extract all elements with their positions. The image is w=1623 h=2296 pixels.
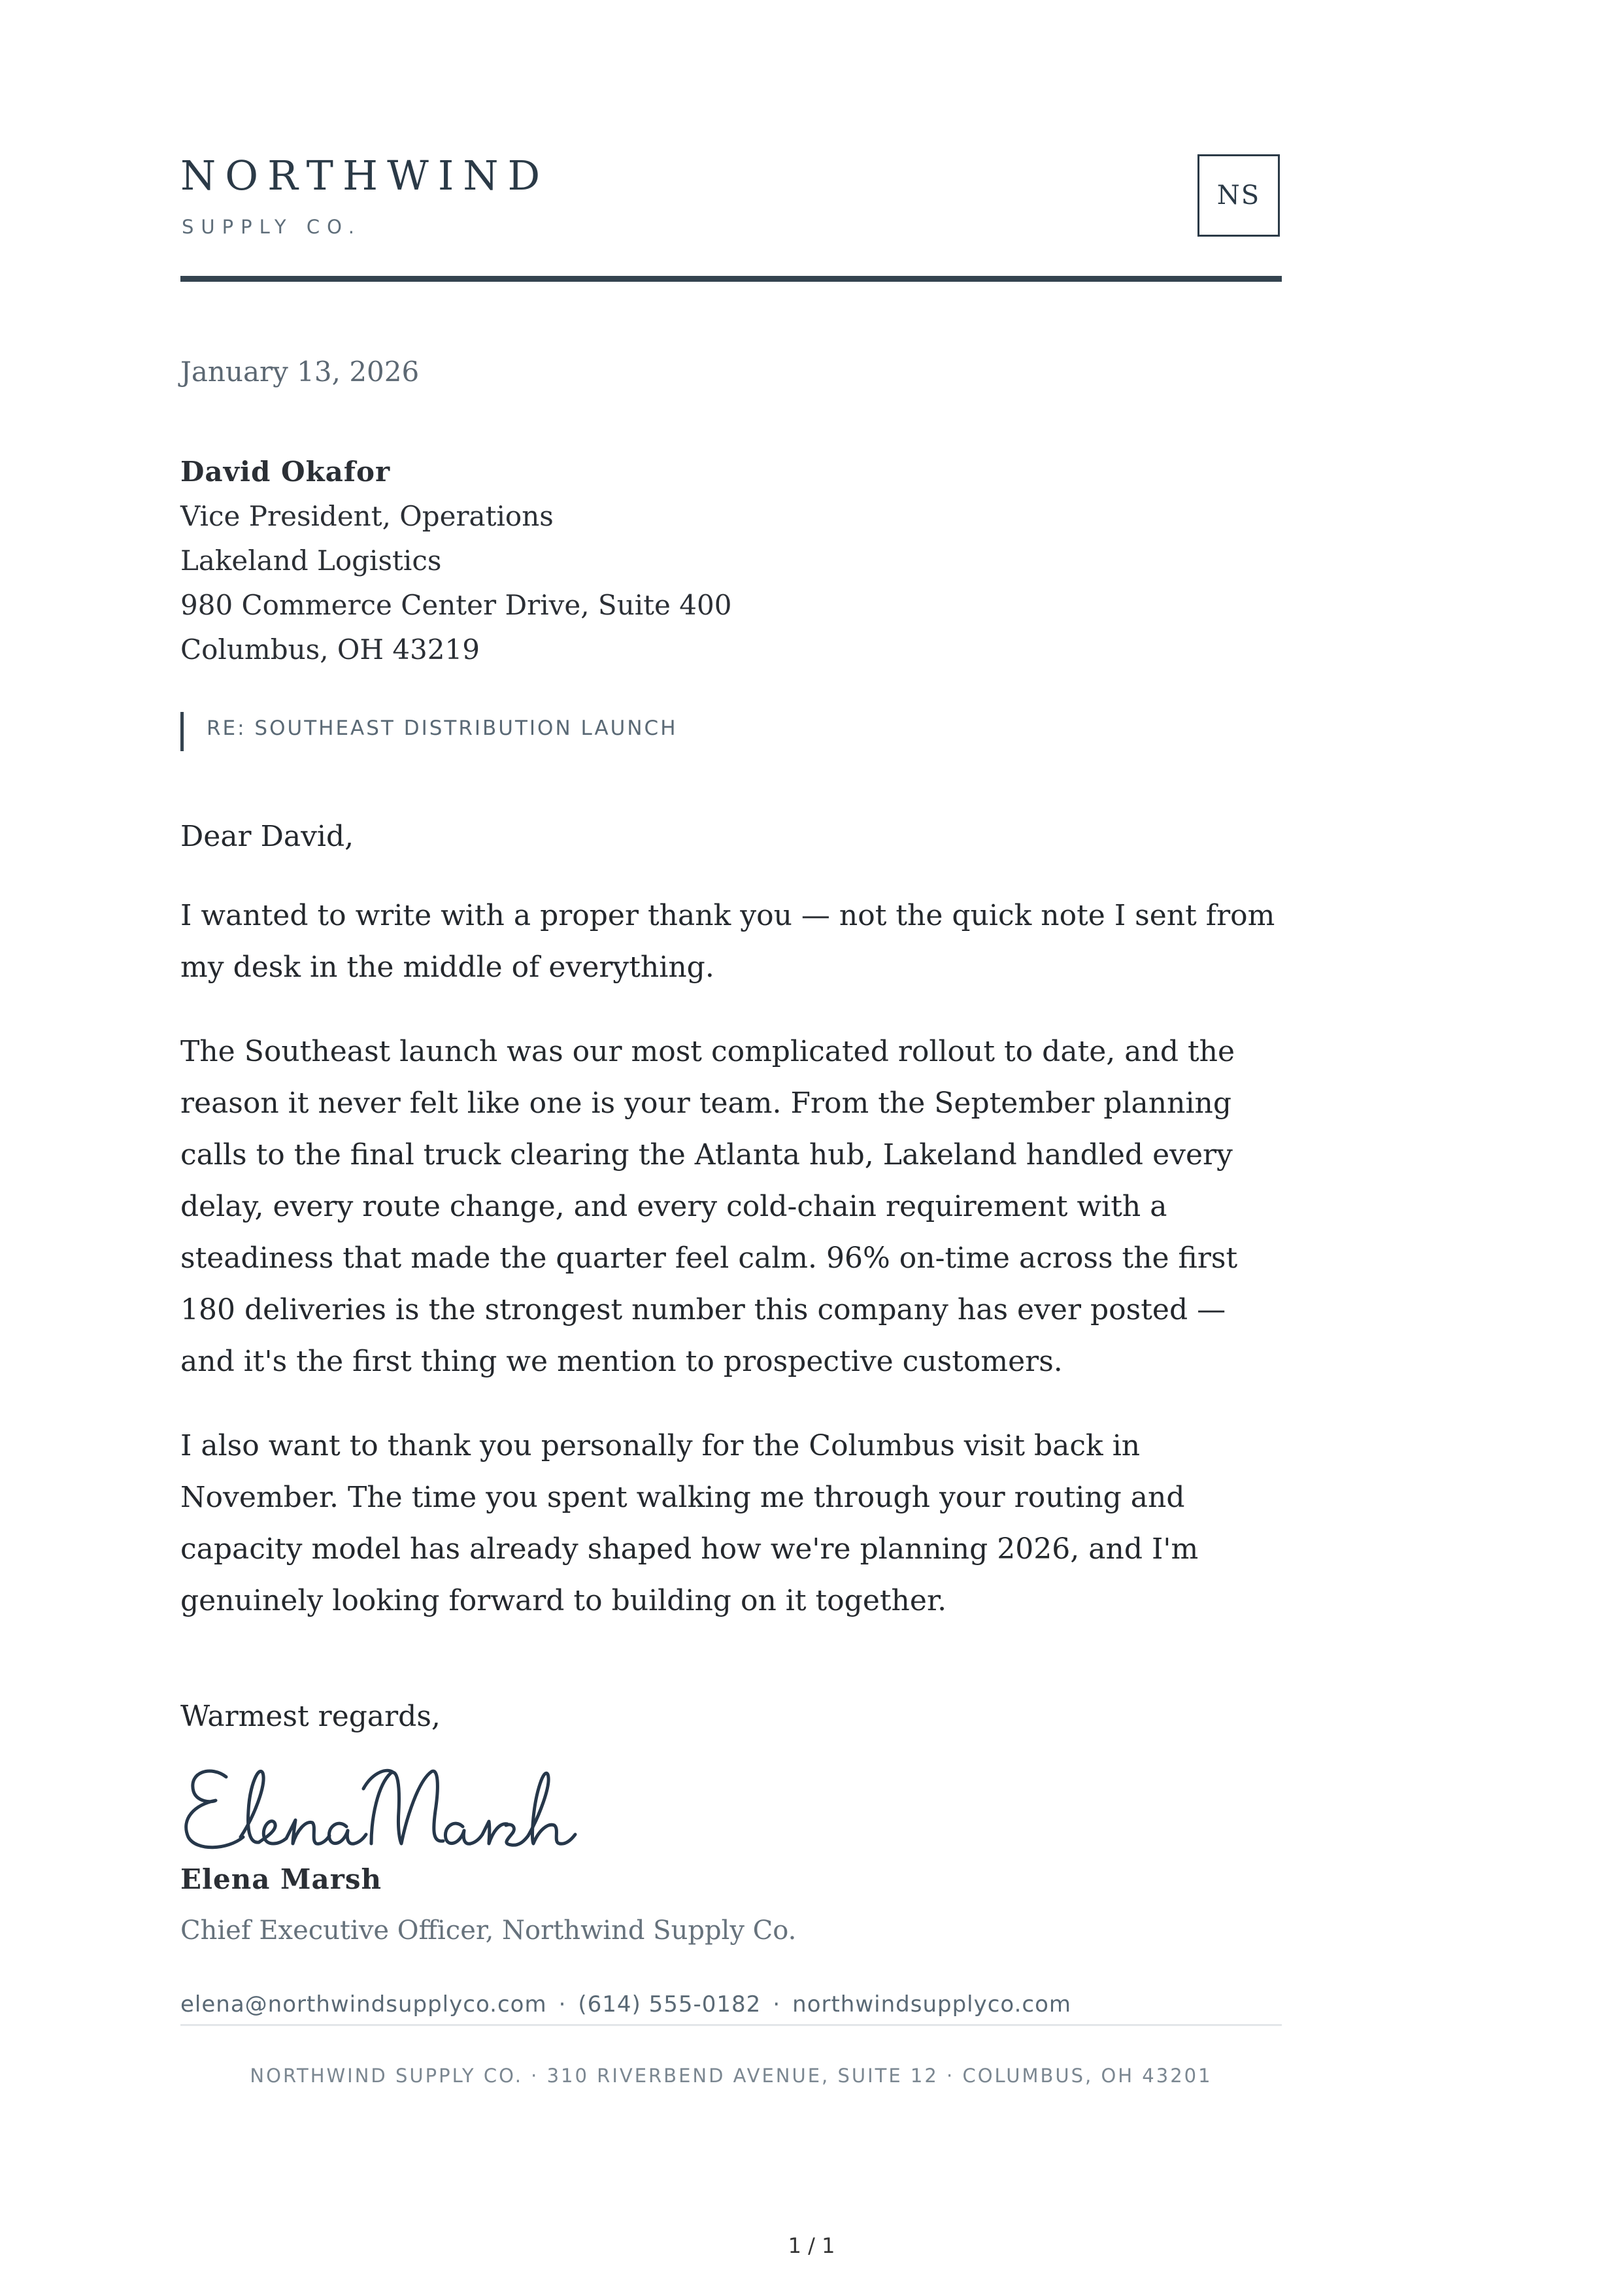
recipient-block	[180, 450, 731, 672]
company-name: NORTHWIND	[180, 152, 550, 199]
body-paragraph-2: The Southeast launch was our most complicated rollout to date, and the reason it never felt like one is your team. From the September planning calls to the final truck clearing the Atlanta hub, Lakeland handled every delay, every route change, and every cold-chain requirement with a steadiness that made the quarter feel calm. 96% on-time across the first 180 deliveries is the strongest number this company has ever posted — and it's the first thing we mention to prospective customers.	[180, 1035, 1238, 1378]
company-subtitle: SUPPLY CO.	[182, 216, 361, 238]
handwritten-signature	[175, 1746, 594, 1857]
body-paragraph-3: I also want to thank you personally for the Columbus visit back in November. The time you spent walking me through your routing and capacity model has already shaped how we're planning 2026, and I'm genuinely looking forward to building on it together.	[180, 1429, 1199, 1617]
footer-divider	[180, 2024, 1282, 2026]
header-divider	[180, 276, 1282, 282]
letter-body	[180, 811, 1285, 1659]
contact-email[interactable]: elena@northwindsupplyco.com	[180, 1991, 547, 2017]
sender-name: Elena Marsh	[180, 1863, 382, 1895]
recipient-title: Vice President, Operations	[180, 500, 554, 532]
body-paragraph-1: I wanted to write with a proper thank you — not the quick note I sent from my desk in the middle of everything.	[180, 899, 1275, 984]
contact-phone: (614) 555-0182	[578, 1991, 761, 2017]
recipient-address-line1: 980 Commerce Center Drive, Suite 400	[180, 589, 732, 621]
recipient-company: Lakeland Logistics	[180, 545, 442, 577]
sender-title: Chief Executive Officer, Northwind Supply Co.	[180, 1916, 797, 1946]
contact-separator: ·	[558, 1991, 567, 2017]
monogram-logo: NS	[1197, 154, 1280, 237]
recipient-address-line2: Columbus, OH 43219	[180, 633, 480, 666]
contact-website[interactable]: northwindsupplyco.com	[792, 1991, 1072, 2017]
recipient-name: David Okafor	[180, 456, 391, 488]
contact-separator: ·	[773, 1991, 781, 2017]
subject-line: RE: SOUTHEAST DISTRIBUTION LAUNCH	[207, 717, 678, 740]
salutation: Dear David,	[180, 820, 354, 853]
footer-address: NORTHWIND SUPPLY CO. · 310 RIVERBEND AVENUE, SUITE 12 · COLUMBUS, OH 43201	[250, 2065, 1213, 2087]
contact-line	[180, 1991, 1071, 2017]
letter-date: January 13, 2026	[180, 356, 420, 388]
subject-accent-bar	[180, 712, 184, 751]
closing: Warmest regards,	[180, 1700, 441, 1733]
page-number: 1 / 1	[788, 2233, 835, 2258]
